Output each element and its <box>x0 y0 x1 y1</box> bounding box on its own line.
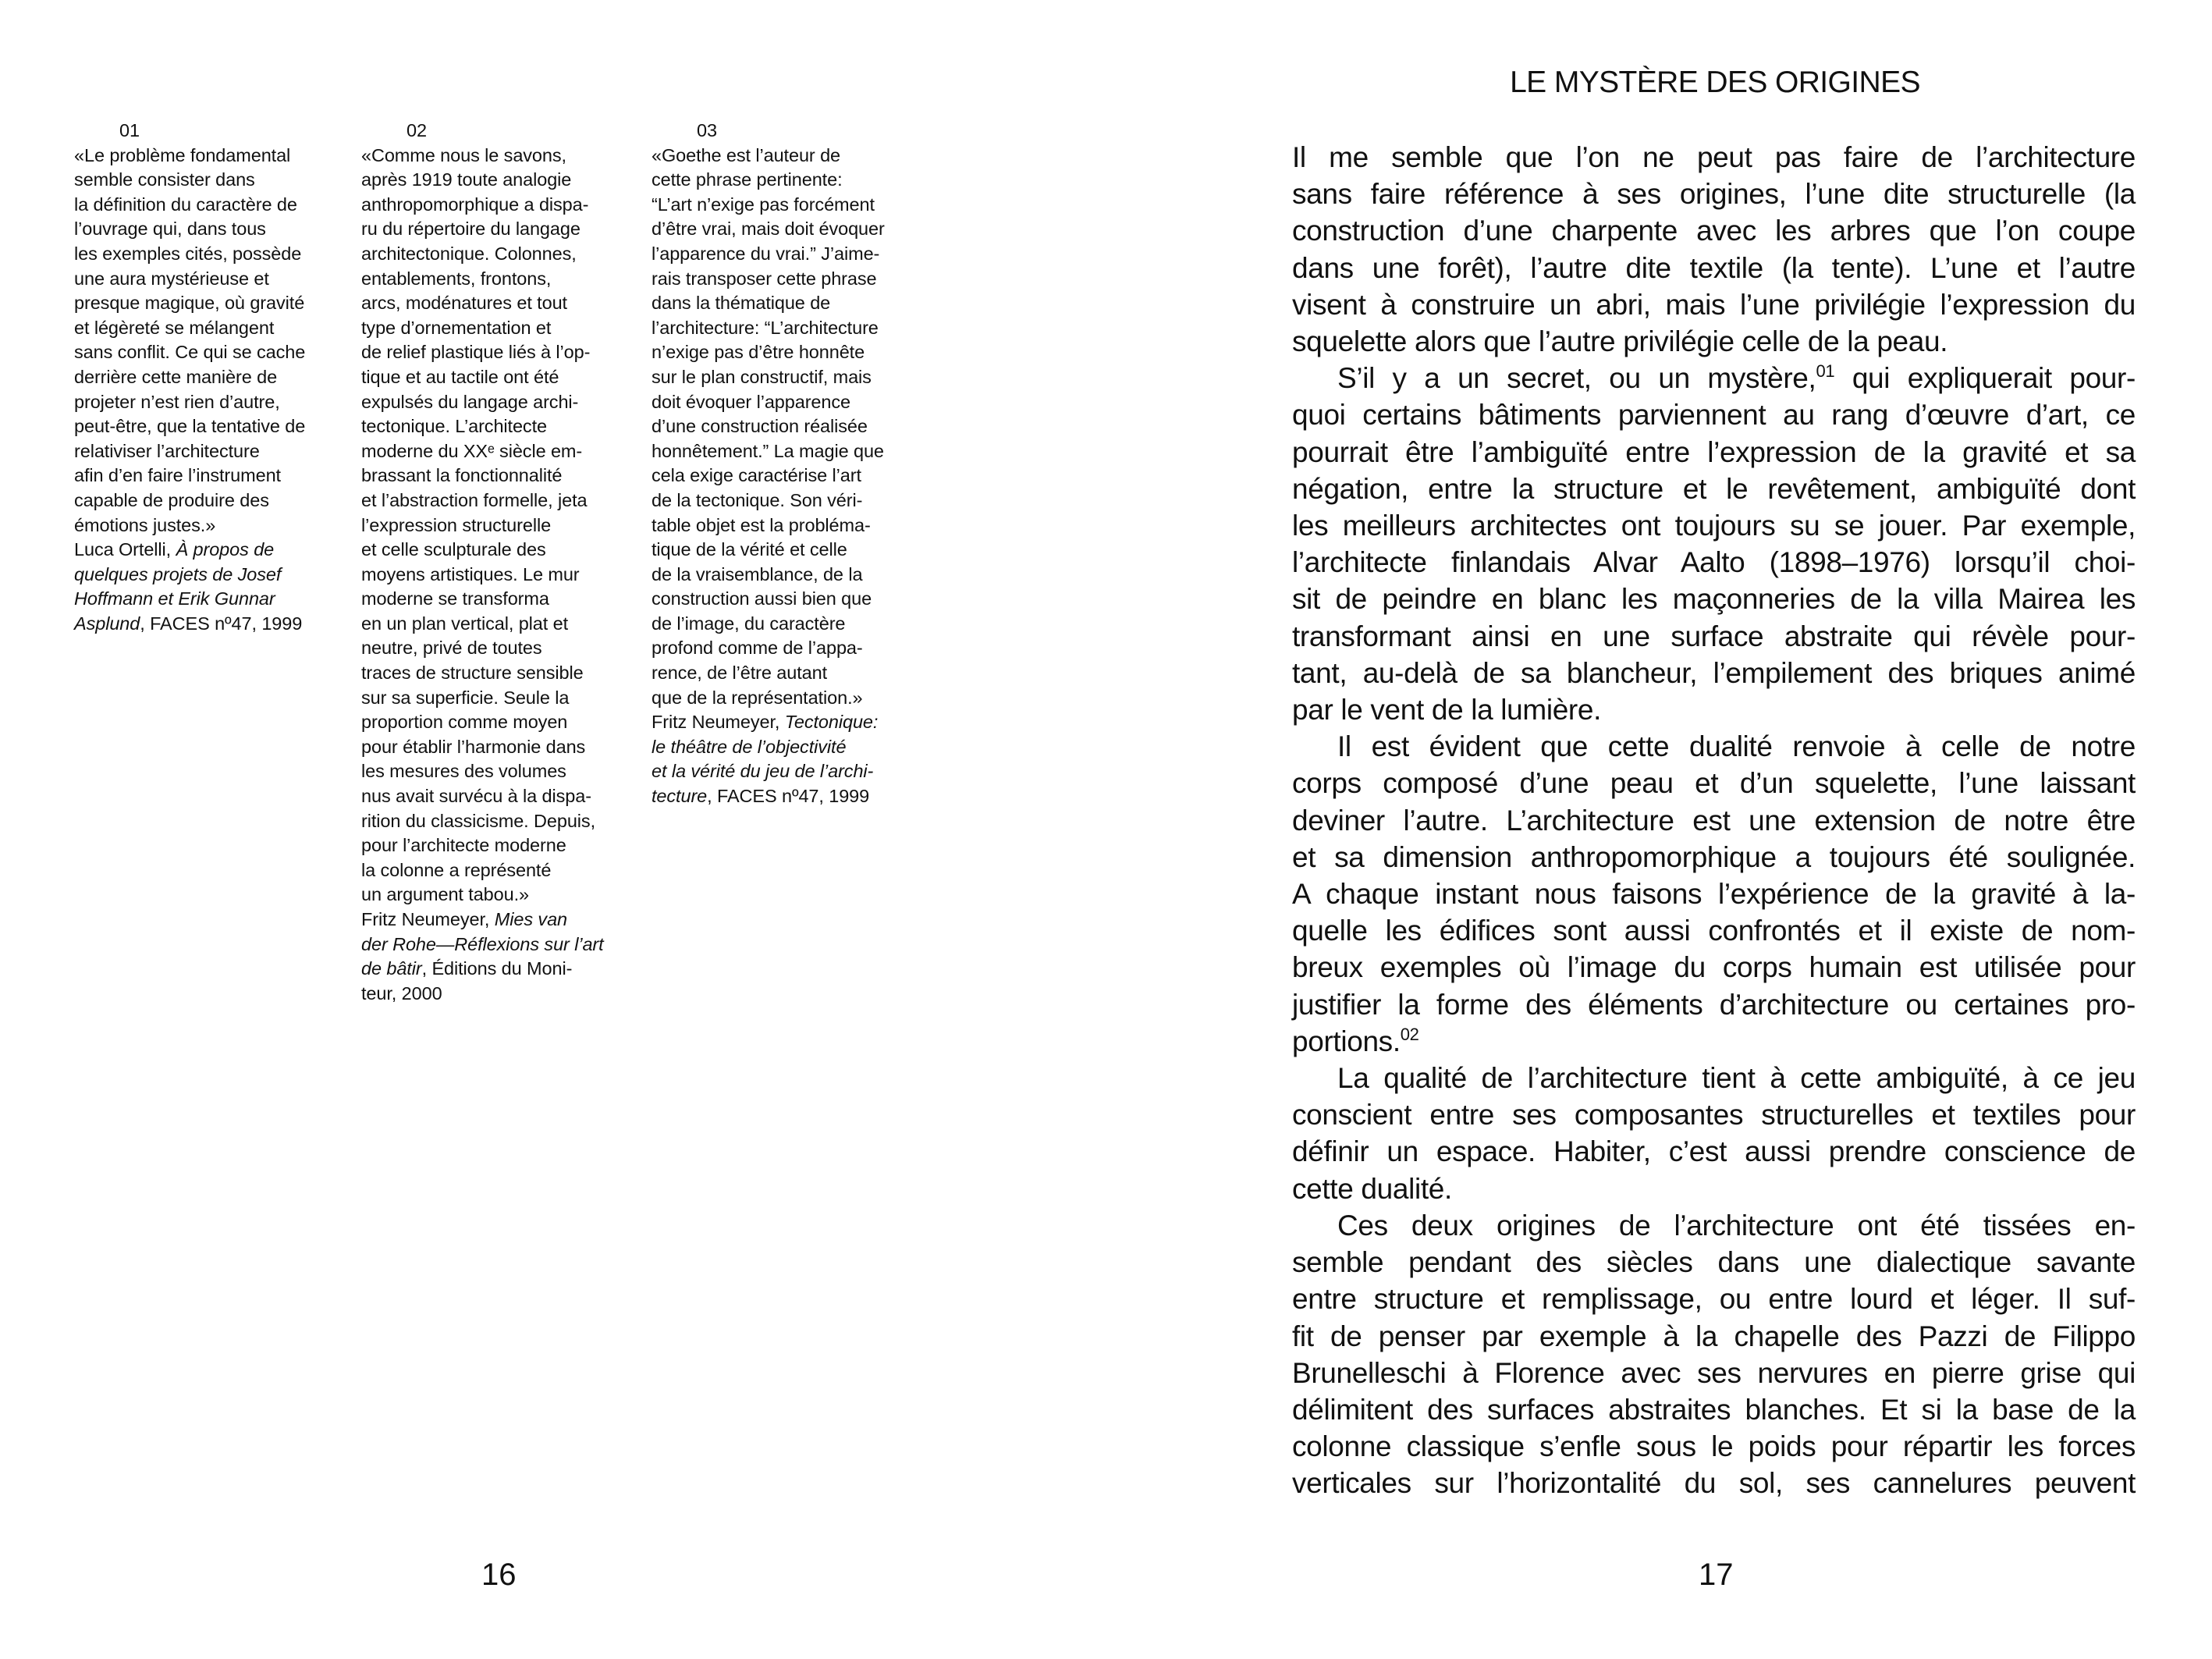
citation-title: der Rohe—Réflexions sur l’art <box>361 933 604 954</box>
citation-title: de bâtir <box>361 958 422 979</box>
body-line: pourrait être l’ambiguïté entre l’expression de la gravité et sa <box>1292 435 2136 468</box>
quote-line: presque magique, où gravité <box>74 293 305 314</box>
citation-line <box>361 908 642 933</box>
quote-line: relativiser l’architecture <box>74 440 260 461</box>
quote-line: et celle sculpturale des <box>361 539 546 560</box>
body-line: tant, au-delà de sa blancheur, l’empilement des briques animé <box>1292 656 2136 689</box>
quote-line: en un plan vertical, plat et <box>361 613 569 634</box>
quote-line: émotions justes.» <box>74 514 216 535</box>
body-line: quelle les édifices sont aussi confrontés et il existe de nom- <box>1292 915 2136 947</box>
body-line: verticales sur l’horizontalité du sol, ses cannelures peuvent <box>1292 1467 2136 1500</box>
body-line: et sa dimension anthropomorphique a toujours été soulignée. <box>1292 840 2136 873</box>
body-text <box>1292 139 2136 1502</box>
body-line: fit de penser par exemple à la chapelle des Pazzi de Filippo <box>1292 1320 2136 1352</box>
quote-line: brassant la fonctionnalité <box>361 465 563 486</box>
citation-title: et la vérité du jeu de l’archi- <box>652 761 874 782</box>
quote-line: sur le plan constructif, mais <box>652 366 872 387</box>
body-line: les meilleurs architectes ont toujours su se jouer. Par exemple, <box>1292 510 2136 542</box>
body-line: dans une forêt), l’autre dite textile (la tente). L’une et l’autre <box>1292 251 2136 284</box>
quote-line: et l’abstraction formelle, jeta <box>361 489 588 510</box>
quote-line: n’exige pas d’être honnête <box>652 342 865 363</box>
quote-line: expulsés du langage archi- <box>361 391 579 412</box>
quote-line: rence, de l’être autant <box>652 663 828 684</box>
body-line: quoi certains bâtiments parviennent au rang d’œuvre d’art, ce <box>1292 399 2136 432</box>
footnote-03 <box>652 119 932 809</box>
citation-text: teur, 2000 <box>361 982 442 1004</box>
quote-line: les exemples cités, possède <box>74 243 302 264</box>
body-line: portions.$^{02}$ <box>1292 1024 1419 1057</box>
body-line: sit de peindre en blanc les maçonneries de la villa Mairea les <box>1292 583 2136 616</box>
quote-line: et légèreté se mélangent <box>74 317 275 338</box>
quote-line: les mesures des volumes <box>361 761 566 782</box>
quote-line: nus avait survécu à la dispa- <box>361 786 591 807</box>
footnote-citation <box>652 710 932 808</box>
body-line: squelette alors que l’autre privilégie celle de la peau. <box>1292 325 1948 358</box>
citation-line <box>361 957 642 982</box>
body-line: définir un espace. Habiter, c’est aussi prendre conscience de <box>1292 1135 2136 1168</box>
footnote-02 <box>361 119 642 1006</box>
citation-title: À propos de <box>176 539 275 560</box>
citation-title: le théâtre de l’objectivité <box>652 736 847 757</box>
quote-line: d’une construction réalisée <box>652 416 868 437</box>
quote-line: projeter n’est rien d’autre, <box>74 391 280 412</box>
body-line: transformant ainsi en une surface abstraite qui révèle pour- <box>1292 620 2136 652</box>
body-line: Ces deux origines de l’architecture ont été tissées en- <box>1337 1209 2136 1242</box>
quote-line: type d’ornementation et <box>361 317 552 338</box>
paragraph <box>1292 728 2136 1060</box>
running-head: LE MYSTÈRE DES ORIGINES <box>1510 66 1920 99</box>
citation-text: Fritz Neumeyer, <box>361 909 495 929</box>
footnote-reference[interactable]: 01 <box>1816 361 1835 382</box>
citation-line <box>652 710 932 735</box>
quote-line: la colonne a représenté <box>361 859 552 880</box>
quote-line: traces de structure sensible <box>361 663 584 684</box>
quote-line: l’ouvrage qui, dans tous <box>74 218 266 240</box>
quote-line: «Comme nous le savons, <box>361 144 566 165</box>
citation-line <box>361 982 642 1007</box>
citation-title: quelques projets de Josef <box>74 563 282 584</box>
citation-line <box>74 563 355 588</box>
footnote-number: 01 <box>119 120 140 140</box>
citation-title: Hoffmann et Erik Gunnar <box>74 588 275 609</box>
quote-line: «Goethe est l’auteur de <box>652 144 841 165</box>
quote-line: architectonique. Colonnes, <box>361 243 577 264</box>
quote-line: moderne du XXᵉ siècle em- <box>361 440 583 461</box>
quote-line: tectonique. L’architecte <box>361 416 547 437</box>
body-line: Il est évident que cette dualité renvoie à celle de notre <box>1337 730 2136 763</box>
citation-text: , Éditions du Moni- <box>421 958 573 979</box>
quote-line: honnêtement.” La magie que <box>652 440 884 461</box>
footnote-citation <box>361 908 642 1006</box>
body-line: délimitent des surfaces abstraites blanches. Et si la base de la <box>1292 1393 2136 1426</box>
quote-line: afin d’en faire l’instrument <box>74 465 281 486</box>
citation-title: tecture <box>652 786 708 807</box>
citation-text: Luca Ortelli, <box>74 539 176 560</box>
paragraph <box>1292 1060 2136 1207</box>
footnote-citation <box>74 538 355 636</box>
footnote-number: 03 <box>697 120 717 140</box>
citation-title: Mies van <box>494 909 568 929</box>
quote-line: peut-être, que la tentative de <box>74 416 306 437</box>
quote-line: la définition du caractère de <box>74 194 297 215</box>
quote-line: de la vraisemblance, de la <box>652 563 863 584</box>
quote-line: «Le problème fondamental <box>74 144 291 165</box>
body-line: Il me semble que l’on ne peut pas faire de l’architecture <box>1292 141 2136 173</box>
body-line: construction d’une charpente avec les arbres que l’on coupe <box>1292 215 2136 247</box>
body-line: négation, entre la structure et le revêtement, ambiguïté dont <box>1292 472 2136 505</box>
body-line: deviner l’autre. L’architecture est une extension de notre être <box>1292 804 2136 837</box>
body-line: La qualité de l’architecture tient à cette ambiguïté, à ce jeu <box>1337 1062 2136 1095</box>
paragraph <box>1292 1207 2136 1502</box>
citation-text: Fritz Neumeyer, <box>652 712 785 733</box>
body-line: breux exemples où l’image du corps humain est utilisée pour <box>1292 951 2136 984</box>
quote-line: dans la thématique de <box>652 293 831 314</box>
paragraph <box>1292 360 2136 728</box>
quote-line: de relief plastique liés à l’op- <box>361 342 591 363</box>
footnote-quote <box>74 144 355 538</box>
quote-line: d’être vrai, mais doit évoquer <box>652 218 885 240</box>
quote-line: après 1919 toute analogie <box>361 169 572 190</box>
quote-line: pour établir l’harmonie dans <box>361 736 586 757</box>
body-line: corps composé d’une peau et d’un squelette, l’une laissant <box>1292 767 2136 800</box>
citation-title: Asplund <box>74 613 140 634</box>
quote-line: semble consister dans <box>74 169 255 190</box>
body-line: entre structure et remplissage, ou entre lourd et léger. Il suf- <box>1292 1283 2136 1316</box>
citation-line <box>74 612 355 637</box>
quote-line: “L’art n’exige pas forcément <box>652 194 875 215</box>
body-line: S’il y a un secret, ou un mystère,$^{01}$ qui expliquerait pour- <box>1337 361 2136 395</box>
quote-line: rition du classicisme. Depuis, <box>361 810 595 831</box>
quote-line: pour l’architecte moderne <box>361 835 566 856</box>
citation-line <box>652 735 932 760</box>
body-line: visent à construire un abri, mais l’une privilégie l’expression du <box>1292 288 2136 321</box>
quote-line: moyens artistiques. Le mur <box>361 563 580 584</box>
quote-line: une aura mystérieuse et <box>74 268 269 289</box>
body-line: l’architecte finlandais Alvar Aalto (1898–1976) lorsqu’il choi- <box>1292 546 2136 579</box>
quote-line: proportion comme moyen <box>361 712 568 733</box>
citation-text: , FACES nº47, 1999 <box>140 613 303 634</box>
citation-line <box>74 587 355 612</box>
page-number-right: 17 <box>1699 1558 1734 1592</box>
page-number-left: 16 <box>481 1558 517 1592</box>
quote-line: moderne se transforma <box>361 588 549 609</box>
quote-line: sur sa superficie. Seule la <box>361 687 570 708</box>
body-line: colonne classique s’enfle sous le poids pour répartir les forces <box>1292 1430 2136 1463</box>
quote-line: tique de la vérité et celle <box>652 539 847 560</box>
quote-line: capable de produire des <box>74 489 269 510</box>
citation-line <box>652 784 932 809</box>
quote-line: cette phrase pertinente: <box>652 169 843 190</box>
quote-line: rais transposer cette phrase <box>652 268 877 289</box>
body-line: cette dualité. <box>1292 1172 1452 1205</box>
citation-title: Tectonique: <box>784 712 879 733</box>
footnote-reference[interactable]: 02 <box>1400 1024 1419 1044</box>
citation-line <box>361 933 642 957</box>
citation-text: , FACES nº47, 1999 <box>707 786 870 807</box>
quote-line: l’expression structurelle <box>361 514 552 535</box>
quote-line: ru du répertoire du langage <box>361 218 581 240</box>
body-line: justifier la forme des éléments d’architecture ou certaines pro- <box>1292 988 2136 1021</box>
quote-line: cela exige caractérise l’art <box>652 465 861 486</box>
quote-line: doit évoquer l’apparence <box>652 391 850 412</box>
footnote-number: 02 <box>407 120 427 140</box>
quote-line: l’architecture: “L’architecture <box>652 317 879 338</box>
footnote-quote <box>361 144 642 908</box>
body-line: Brunelleschi à Florence avec ses nervures en pierre grise qui <box>1292 1356 2136 1389</box>
quote-line: construction aussi bien que <box>652 588 872 609</box>
body-line: conscient entre ses composantes structurelles et textiles pour <box>1292 1099 2136 1131</box>
quote-line: derrière cette manière de <box>74 366 278 387</box>
quote-line: que de la représentation.» <box>652 687 863 708</box>
quote-line: l’apparence du vrai.” J’aime- <box>652 243 880 264</box>
paragraph <box>1292 139 2136 360</box>
citation-line <box>652 759 932 784</box>
footnote-01 <box>74 119 355 636</box>
quote-line: neutre, privé de toutes <box>361 638 542 659</box>
quote-line: de la tectonique. Son véri- <box>652 489 863 510</box>
body-line: par le vent de la lumière. <box>1292 694 1602 726</box>
body-line: sans faire référence à ses origines, l’une dite structurelle (la <box>1292 178 2136 211</box>
quote-line: sans conflit. Ce qui se cache <box>74 342 306 363</box>
quote-line: un argument tabou.» <box>361 884 529 905</box>
citation-line <box>74 538 355 563</box>
quote-line: arcs, modénatures et tout <box>361 293 567 314</box>
quote-line: anthropomorphique a dispa- <box>361 194 589 215</box>
body-line: semble pendant des siècles dans une dialectique savante <box>1292 1246 2136 1279</box>
quote-line: table objet est la probléma- <box>652 514 871 535</box>
quote-line: tique et au tactile ont été <box>361 366 559 387</box>
footnote-quote <box>652 144 932 711</box>
quote-line: profond comme de l’appa- <box>652 638 863 659</box>
quote-line: entablements, frontons, <box>361 268 552 289</box>
quote-line: de l’image, du caractère <box>652 613 846 634</box>
body-line: A chaque instant nous faisons l’expérience de la gravité à la- <box>1292 878 2136 911</box>
